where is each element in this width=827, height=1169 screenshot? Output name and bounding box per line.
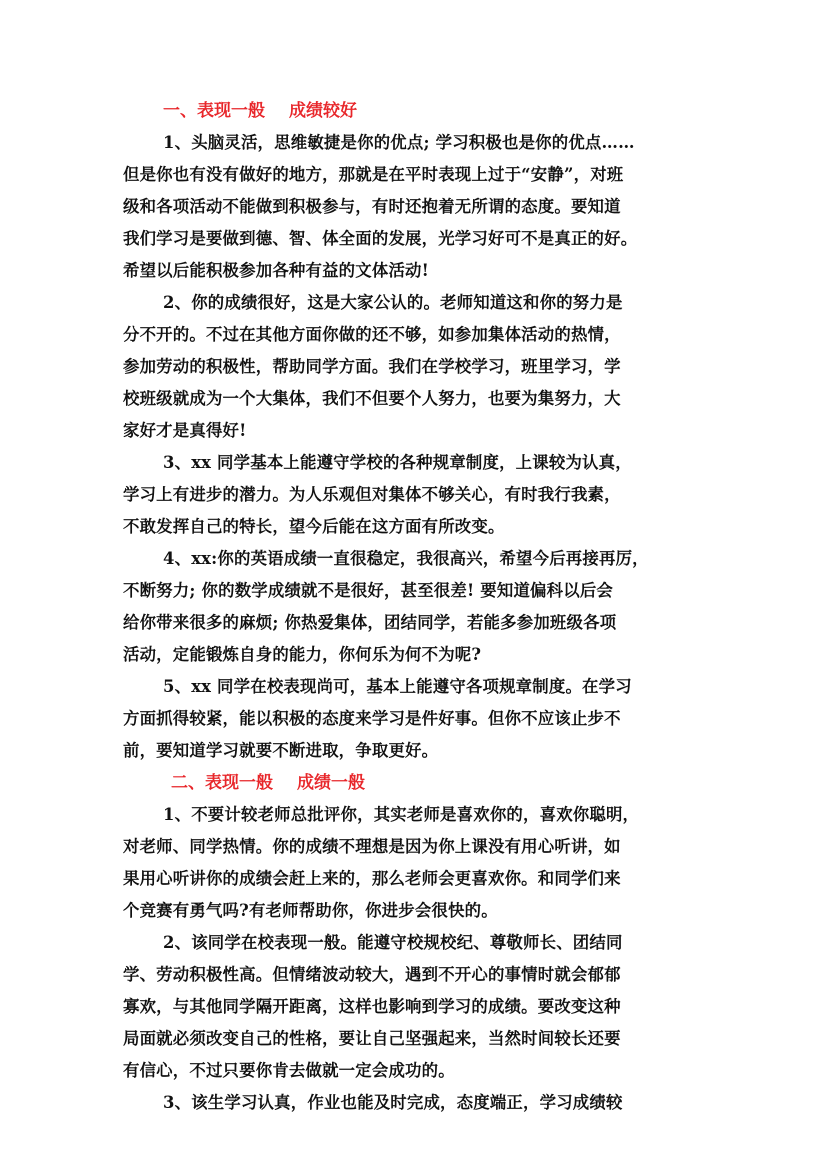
section-heading-subtitle: 成绩一般 [297, 773, 365, 793]
comment-paragraph [123, 447, 707, 543]
paragraph-line: 学习上有进步的潜力。为人乐观但对集体不够关心，有时我行我素， [123, 485, 621, 504]
comment-paragraph [123, 927, 707, 1087]
comment-paragraph [123, 1087, 707, 1119]
paragraph-line: 但是你也有没有做好的地方，那就是在平时表现上过于“安静”，对班 [123, 165, 624, 184]
paragraph-line: 不敢发挥自己的特长，望今后能在这方面有所改变。 [123, 517, 505, 536]
paragraph-line: 不断努力; 你的数学成绩就不是很好，甚至很差! 要知道偏科以后会 [123, 581, 613, 600]
section-heading-number-title: 一、表现一般 [163, 101, 265, 121]
paragraph-line: 5、xx 同学在校表现尚可，基本上能遵守各项规章制度。在学习 [163, 677, 632, 696]
paragraph-line: 给你带来很多的麻烦; 你热爱集体，团结同学，若能多参加班级各项 [123, 613, 617, 632]
section-heading-number-title: 二、表现一般 [171, 773, 273, 793]
paragraph-line: 3、该生学习认真，作业也能及时完成，态度端正，学习成绩较 [163, 1093, 623, 1112]
paragraph-line: 4、xx:你的英语成绩一直很稳定，我很高兴，希望今后再接再厉， [163, 549, 649, 568]
paragraph-line: 方面抓得较紧，能以积极的态度来学习是件好事。但你不应该止步不 [123, 709, 621, 728]
paragraph-line: 有信心，不过只要你肯去做就一定会成功的。 [123, 1061, 455, 1080]
comment-paragraph [123, 543, 707, 671]
comment-paragraph [123, 671, 707, 767]
paragraph-line: 分不开的。不过在其他方面你做的还不够，如参加集体活动的热情， [123, 325, 621, 344]
comment-paragraph [123, 127, 707, 287]
paragraph-line: 前，要知道学习就要不断进取，争取更好。 [123, 741, 439, 760]
paragraph-line: 活动，定能锻炼自身的能力，你何乐为何不为呢? [123, 645, 482, 664]
paragraph-line: 家好才是真得好! [123, 421, 247, 440]
paragraph-line: 3、xx 同学基本上能遵守学校的各种规章制度，上课较为认真， [163, 453, 632, 472]
document-body [123, 95, 707, 1119]
section-heading [123, 95, 707, 127]
paragraph-line: 级和各项活动不能做到积极参与，有时还抱着无所谓的态度。要知道 [123, 197, 621, 216]
section-heading [123, 767, 707, 799]
paragraph-line: 寡欢，与其他同学隔开距离，这样也影响到学习的成绩。要改变这种 [123, 997, 621, 1016]
paragraph-line: 1、头脑灵活，思维敏捷是你的优点; 学习积极也是你的优点…… [163, 133, 635, 152]
paragraph-line: 2、该同学在校表现一般。能遵守校规校纪、尊敬师长、团结同 [163, 933, 623, 952]
paragraph-line: 希望以后能积极参加各种有益的文体活动! [123, 261, 430, 280]
section-heading-subtitle: 成绩较好 [289, 101, 357, 121]
comment-paragraph [123, 799, 707, 927]
paragraph-line: 对老师、同学热情。你的成绩不理想是因为你上课没有用心听讲，如 [123, 837, 621, 856]
paragraph-line: 校班级就成为一个大集体，我们不但要个人努力，也要为集努力，大 [123, 389, 621, 408]
paragraph-line: 学、劳动积极性高。但情绪波动较大，遇到不开心的事情时就会郁郁 [123, 965, 621, 984]
paragraph-line: 我们学习是要做到德、智、体全面的发展，光学习好可不是真正的好。 [123, 229, 638, 248]
paragraph-line: 参加劳动的积极性，帮助同学方面。我们在学校学习，班里学习，学 [123, 357, 621, 376]
paragraph-line: 局面就必须改变自己的性格，要让自己坚强起来，当然时间较长还要 [123, 1029, 621, 1048]
paragraph-line: 个竞赛有勇气吗?有老师帮助你，你进步会很快的。 [123, 901, 498, 920]
paragraph-line: 果用心听讲你的成绩会赶上来的，那么老师会更喜欢你。和同学们来 [123, 869, 621, 888]
paragraph-line: 2、你的成绩很好，这是大家公认的。老师知道这和你的努力是 [163, 293, 623, 312]
paragraph-line: 1、不要计较老师总批评你，其实老师是喜欢你的，喜欢你聪明， [163, 805, 640, 824]
comment-paragraph [123, 287, 707, 447]
